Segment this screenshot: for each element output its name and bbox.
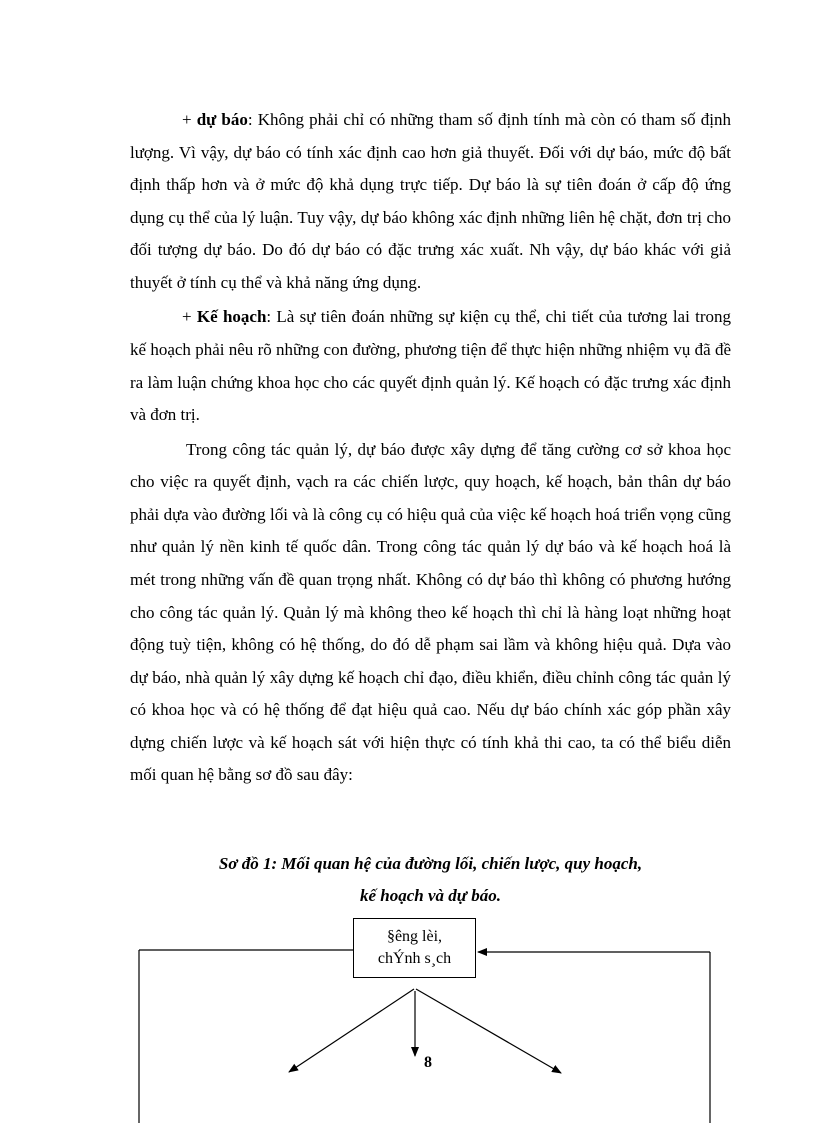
diagram-title-line-1: Sơ đồ 1: Mối quan hệ của đường lối, chiến lược, quy hoạch, (218, 854, 643, 873)
diagram-title (130, 848, 731, 912)
du-bao-lead: + (182, 110, 197, 129)
paragraph-ke-hoach (130, 301, 731, 431)
node-label-line-2: chÝnh s¸ch (377, 950, 452, 967)
ke-hoach-body: : Là sự tiên đoán những sự kiện cụ thể, chi tiết của tương lai trong kế hoạch phải nêu rõ những con đường, phương tiện để thực hiện những nhiệm vụ đã đề ra làm luận chứng khoa học cho các quyết định quản lý. Kế hoạch có đặc trưng xác định và đơn trị. (130, 307, 731, 425)
diagram-node-duong-loi (353, 918, 476, 978)
body-text (130, 104, 731, 794)
ke-hoach-lead: + (182, 307, 197, 327)
node-label-line-1: §êng lèi, (386, 928, 443, 945)
ke-hoach-term: Kế hoạch (196, 307, 267, 327)
arrow-down-right (416, 989, 561, 1073)
du-bao-body: : Không phải chỉ có những tham số định tính mà còn có tham số định lượng. Vì vậy, dự báo có tính xác định cao hơn giả thuyết. Đối với dự báo, mức độ bất định thấp hơn và ở mức độ khả dụng trực tiếp. Dự báo là sự tiên đoán ở cấp độ ứng dụng cụ thể của lý luận. Tuy vậy, dự báo không xác định những liên hệ chặt, đơn trị cho đối tượng dự báo. Do đó dự báo có đặc trưng xác xuất. Nh vậy, dự báo khác với giả thuyết ở tính cụ thể và khả năng ứng dụng. (130, 110, 731, 292)
arrow-down-left (289, 989, 414, 1072)
paragraph-du-bao (130, 104, 731, 300)
diagram-title-line-2: kế hoạch và dự báo. (360, 886, 501, 905)
du-bao-term: dự báo (196, 110, 248, 129)
paragraph-quan-ly: Trong công tác quản lý, dự báo được xây dựng để tăng cường cơ sở khoa học cho việc ra quyết định, vạch ra các chiến lược, quy hoạch, kế hoạch, bản thân dự báo phải dựa vào đường lối và là công cụ có hiệu quả của việc kế hoạch hoá triển vọng cũng như quản lý nền kinh tế quốc dân. Trong công tác quản lý dự báo và kế hoạch hoá là mét trong những vấn đề quan trọng nhất. Không có dự báo thì không có phương hướng cho công tác quản lý. Quản lý mà không theo kế hoạch thì chỉ là hàng loạt những hoạt động tuỳ tiện, không có hệ thống, do đó dễ phạm sai lầm và không hiệu quả. Dựa vào dự báo, nhà quản lý xây dựng kế hoạch chỉ đạo, điều khiển, điều chỉnh công tác quản lý có khoa học và có hệ thống để đạt hiệu quả cao. Nếu dự báo chính xác góp phần xây dựng chiến lược và kế hoạch sát với hiện thực có tính khả thi cao, ta có thể biểu diễn mối quan hệ bằng sơ đồ sau đây: (130, 439, 731, 785)
page-number: 8 (424, 1054, 432, 1071)
